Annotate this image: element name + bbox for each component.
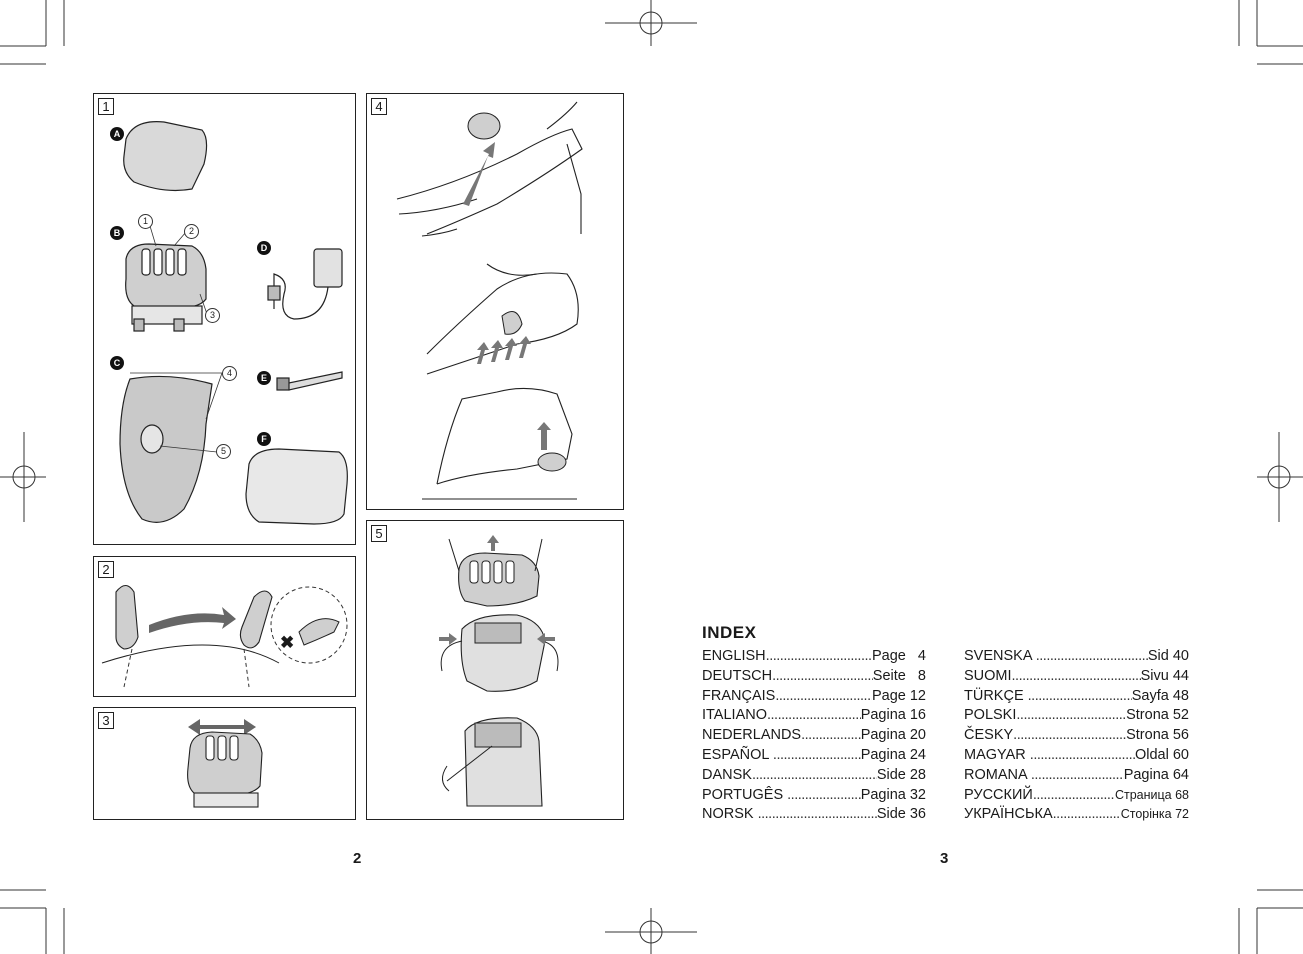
- index-entry-portugues[interactable]: PORTUGÊS ..... Pagina 32: [702, 786, 926, 806]
- figure-panel-3: [93, 707, 356, 820]
- panel-number: 4: [371, 98, 387, 115]
- index-entry-turkce[interactable]: TÜRKÇE ..... Sayfa 48: [964, 687, 1189, 707]
- epilator-parts-illustration: [94, 94, 356, 545]
- index-entry-svenska[interactable]: SVENSKA ..... Sid 40: [964, 647, 1189, 667]
- index-entry-russian[interactable]: РУССКИЙ ..... Страница 68: [964, 786, 1189, 806]
- callout-2: 2: [184, 224, 199, 239]
- index-entry-nederlands[interactable]: NEDERLANDS ..... Pagina 20: [702, 726, 926, 746]
- part-label-a: A: [110, 127, 124, 141]
- figure-panel-1: [93, 93, 356, 545]
- index-entry-polski[interactable]: POLSKI ..... Strona 52: [964, 706, 1189, 726]
- callout-3: 3: [205, 308, 220, 323]
- figure-panel-4: [366, 93, 624, 510]
- page-number-left: 2: [353, 850, 362, 867]
- part-label-d: D: [257, 241, 271, 255]
- index-entry-magyar[interactable]: MAGYAR ..... Oldal 60: [964, 746, 1189, 766]
- index-entry-suomi[interactable]: SUOMI ..... Sivu 44: [964, 667, 1189, 687]
- panel-number: 1: [98, 98, 114, 115]
- cleaning-illustration: [367, 521, 624, 820]
- index-entry-francais[interactable]: FRANÇAIS ..... Page 12: [702, 687, 926, 707]
- index-entry-romana[interactable]: ROMANA ..... Pagina 64: [964, 766, 1189, 786]
- wrong-angle-mark: ✖: [280, 633, 295, 652]
- callout-1: 1: [138, 214, 153, 229]
- usage-illustration: [367, 94, 624, 510]
- head-sliding-illustration: [94, 708, 356, 820]
- panel-number: 2: [98, 561, 114, 578]
- index-entry-english[interactable]: ENGLISH ..... Page 4: [702, 647, 926, 667]
- part-label-f: F: [257, 432, 271, 446]
- index-entry-ukrainian[interactable]: УКРАЇНСЬКА ..... Сторінка 72: [964, 805, 1189, 825]
- index-right-column: [964, 647, 1189, 825]
- page-number-right: 3: [940, 850, 949, 867]
- index-entry-norsk[interactable]: NORSK ..... Side 36: [702, 805, 926, 825]
- panel-number: 5: [371, 525, 387, 542]
- figure-panel-2: [93, 556, 356, 697]
- index-entry-espanol[interactable]: ESPAÑOL ..... Pagina 24: [702, 746, 926, 766]
- index-left-column: [702, 647, 926, 825]
- callout-5: 5: [216, 444, 231, 459]
- epilator-angle-illustration: [94, 557, 356, 697]
- index-entry-deutsch[interactable]: DEUTSCH ..... Seite 8: [702, 667, 926, 687]
- part-label-e: E: [257, 371, 271, 385]
- index-entry-cesky[interactable]: ČESKY ..... Strona 56: [964, 726, 1189, 746]
- part-label-c: C: [110, 356, 124, 370]
- part-label-b: B: [110, 226, 124, 240]
- index-title: INDEX: [702, 623, 757, 642]
- index-entry-dansk[interactable]: DANSK ..... Side 28: [702, 766, 926, 786]
- callout-4: 4: [222, 366, 237, 381]
- panel-number: 3: [98, 712, 114, 729]
- index-entry-italiano[interactable]: ITALIANO ..... Pagina 16: [702, 706, 926, 726]
- figure-panel-5: [366, 520, 624, 820]
